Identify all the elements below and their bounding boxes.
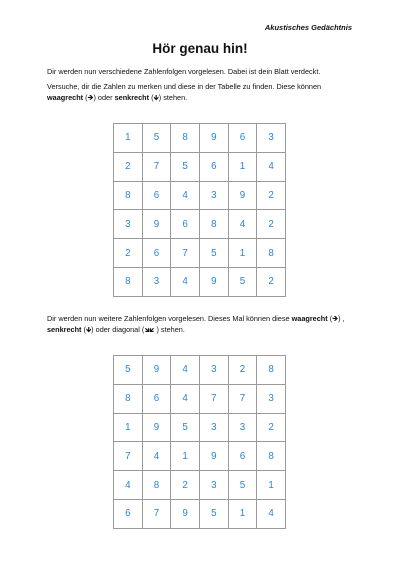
table-row bbox=[114, 124, 286, 153]
grid-cell: 7 bbox=[171, 239, 200, 268]
grid-cell: 4 bbox=[171, 267, 200, 296]
second-paragraph bbox=[47, 313, 357, 335]
grid-cell: 2 bbox=[114, 239, 143, 268]
second-text-c: (🡻) oder diagonal (🡾🡿 ) stehen. bbox=[81, 325, 185, 334]
grid-cell: 4 bbox=[114, 471, 143, 500]
intro-waagrecht: waagrecht bbox=[47, 93, 84, 102]
grid-cell: 3 bbox=[199, 356, 228, 385]
intro-paragraph-2 bbox=[47, 81, 357, 103]
grid-cell: 4 bbox=[171, 181, 200, 210]
intro-text-b: (🡺) oder bbox=[83, 93, 115, 102]
table-row bbox=[114, 499, 286, 528]
table-row bbox=[114, 384, 286, 413]
grid-cell: 2 bbox=[257, 210, 286, 239]
second-waagrecht: waagrecht bbox=[291, 314, 328, 323]
grid-cell: 2 bbox=[257, 413, 286, 442]
table-row bbox=[114, 356, 286, 385]
grid-cell: 3 bbox=[199, 413, 228, 442]
grid-cell: 9 bbox=[142, 210, 171, 239]
grid-cell: 9 bbox=[228, 181, 257, 210]
grid-cell: 9 bbox=[199, 124, 228, 153]
grid-cell: 1 bbox=[257, 471, 286, 500]
grid-cell: 2 bbox=[171, 471, 200, 500]
grid-cell: 7 bbox=[142, 499, 171, 528]
table-row bbox=[114, 471, 286, 500]
grid-cell: 1 bbox=[228, 239, 257, 268]
grid-cell: 3 bbox=[257, 384, 286, 413]
table-row bbox=[114, 152, 286, 181]
grid-cell: 5 bbox=[142, 124, 171, 153]
grid-cell: 6 bbox=[199, 152, 228, 181]
second-senkrecht: senkrecht bbox=[47, 325, 82, 334]
second-text-b: (🡺) , bbox=[327, 314, 345, 323]
grid-cell: 8 bbox=[257, 356, 286, 385]
grid-cell: 3 bbox=[199, 181, 228, 210]
grid-cell: 5 bbox=[199, 499, 228, 528]
grid-cell: 3 bbox=[257, 124, 286, 153]
grid-cell: 6 bbox=[114, 499, 143, 528]
grid-cell: 3 bbox=[114, 210, 143, 239]
intro-text-c: (🡻) stehen. bbox=[149, 93, 188, 102]
grid-cell: 5 bbox=[228, 471, 257, 500]
table-row bbox=[114, 210, 286, 239]
grid-cell: 2 bbox=[257, 181, 286, 210]
intro-text-a: Versuche, dir die Zahlen zu merken und diese in der Tabelle zu finden. Diese können bbox=[47, 82, 322, 91]
grid-cell: 8 bbox=[257, 442, 286, 471]
grid-cell: 5 bbox=[114, 356, 143, 385]
grid-cell: 9 bbox=[142, 356, 171, 385]
grid-cell: 7 bbox=[228, 384, 257, 413]
grid-cell: 9 bbox=[171, 499, 200, 528]
grid-cell: 8 bbox=[199, 210, 228, 239]
number-grid-1 bbox=[113, 123, 286, 297]
grid-cell: 8 bbox=[142, 471, 171, 500]
grid-cell: 9 bbox=[142, 413, 171, 442]
second-text-a: Dir werden nun weitere Zahlenfolgen vorgelesen. Dieses Mal können diese bbox=[47, 314, 292, 323]
table-row bbox=[114, 442, 286, 471]
grid-cell: 6 bbox=[228, 442, 257, 471]
grid-cell: 1 bbox=[228, 152, 257, 181]
grid-cell: 8 bbox=[114, 267, 143, 296]
grid-cell: 3 bbox=[228, 413, 257, 442]
page-title: Hör genau hin! bbox=[152, 41, 248, 56]
grid-cell: 8 bbox=[114, 181, 143, 210]
table-row bbox=[114, 181, 286, 210]
grid-cell: 1 bbox=[228, 499, 257, 528]
grid-cell: 8 bbox=[257, 239, 286, 268]
grid-cell: 1 bbox=[171, 442, 200, 471]
grid-cell: 3 bbox=[142, 267, 171, 296]
grid-cell: 5 bbox=[171, 152, 200, 181]
intro-paragraph-1: Dir werden nun verschiedene Zahlenfolgen vorgelesen. Dabei ist dein Blatt verdeckt. bbox=[47, 67, 321, 76]
grid-cell: 5 bbox=[199, 239, 228, 268]
grid-cell: 6 bbox=[228, 124, 257, 153]
number-grid-2 bbox=[113, 355, 286, 529]
grid-cell: 4 bbox=[142, 442, 171, 471]
grid-cell: 6 bbox=[171, 210, 200, 239]
table-row bbox=[114, 239, 286, 268]
grid-cell: 6 bbox=[142, 181, 171, 210]
grid-cell: 8 bbox=[114, 384, 143, 413]
grid-cell: 4 bbox=[257, 499, 286, 528]
grid-cell: 4 bbox=[171, 384, 200, 413]
grid-cell: 1 bbox=[114, 413, 143, 442]
intro-senkrecht: senkrecht bbox=[114, 93, 150, 102]
grid-cell: 2 bbox=[114, 152, 143, 181]
header-tag: Akustisches Gedächtnis bbox=[264, 23, 352, 32]
grid-cell: 7 bbox=[114, 442, 143, 471]
grid-cell: 8 bbox=[171, 124, 200, 153]
grid-cell: 9 bbox=[199, 442, 228, 471]
grid-cell: 2 bbox=[228, 356, 257, 385]
grid-cell: 4 bbox=[228, 210, 257, 239]
grid-cell: 5 bbox=[171, 413, 200, 442]
table-row bbox=[114, 413, 286, 442]
grid-cell: 9 bbox=[199, 267, 228, 296]
grid-cell: 2 bbox=[257, 267, 286, 296]
grid-cell: 4 bbox=[257, 152, 286, 181]
grid-cell: 6 bbox=[142, 384, 171, 413]
grid-cell: 1 bbox=[114, 124, 143, 153]
grid-cell: 5 bbox=[228, 267, 257, 296]
grid-cell: 4 bbox=[171, 356, 200, 385]
grid-cell: 3 bbox=[199, 471, 228, 500]
grid-cell: 6 bbox=[142, 239, 171, 268]
table-row bbox=[114, 267, 286, 296]
grid-cell: 7 bbox=[142, 152, 171, 181]
grid-cell: 7 bbox=[199, 384, 228, 413]
